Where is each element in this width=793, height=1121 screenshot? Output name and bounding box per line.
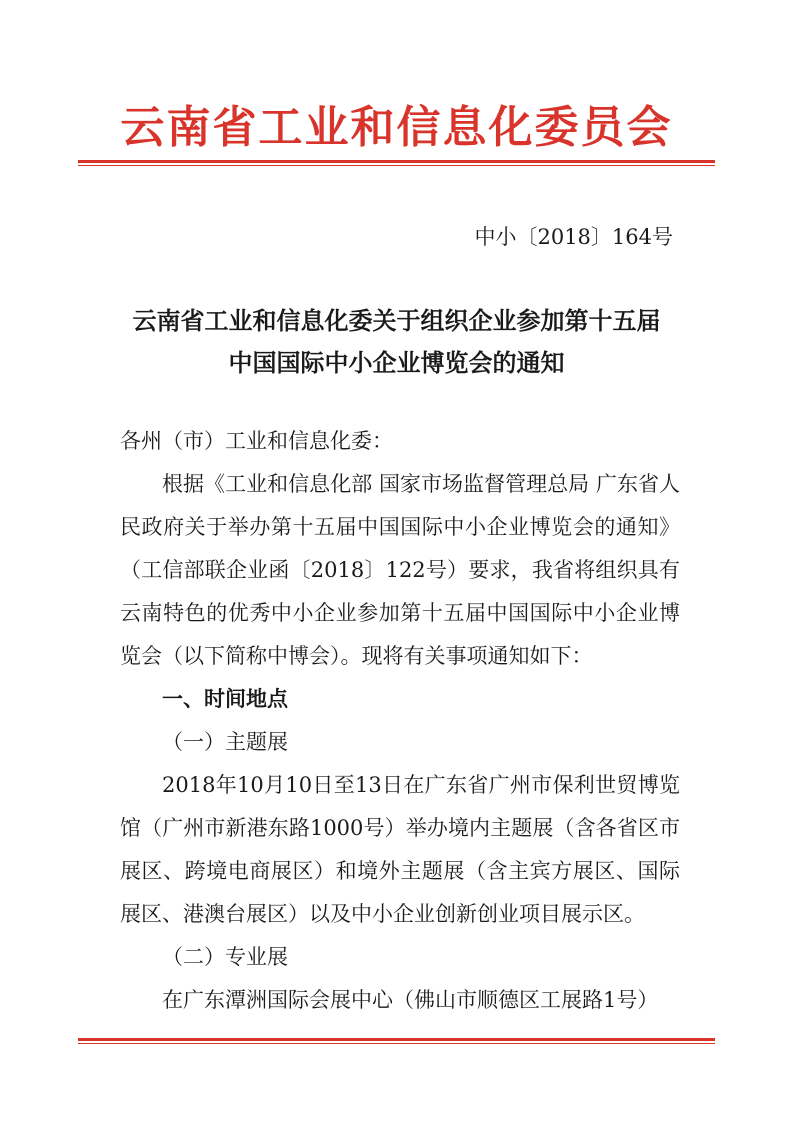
document-number: 中小〔2018〕164号 [474,225,673,249]
subheading-theme-exhibition: （一）主题展 [162,730,288,754]
notice-title-line-1: 云南省工业和信息化委关于组织企业参加第十五届 [132,307,661,335]
paragraph-professional-exhibition: 在广东潭洲国际会展中心（佛山市顺德区工展路1号） [162,988,659,1012]
notice-title-line-2: 中国国际中小企业博览会的通知 [228,349,565,377]
subheading-professional-exhibition: （二）专业展 [162,945,288,969]
notice-title [0,300,793,384]
salutation: 各州（市）工业和信息化委： [120,429,393,453]
paragraph-theme-exhibition: 2018年10月10日至13日在广东省广州市保利世贸博览馆（广州市新港东路1000号）举办境内主题展（含各省区市展区、跨境电商展区）和境外主题展（含主宾方展区、国际展区、港澳台展区）以及中小企业创新创业项目展示区。 [120,773,680,926]
document-body [120,420,680,1022]
section-heading-time-place: 一、时间地点 [162,687,288,711]
paragraph-intro: 根据《工业和信息化部 国家市场监督管理总局 广东省人民政府关于举办第十五届中国国际中小企业博览会的通知》（工信部联企业函〔2018〕122号）要求，我省将组织具有云南特色的优秀中小企业参加第十五届中国国际中小企业博览会（以下简称中博会）。现将有关事项通知如下： [120,472,680,668]
letterhead-title: 云南省工业和信息化委员会 [120,102,673,153]
